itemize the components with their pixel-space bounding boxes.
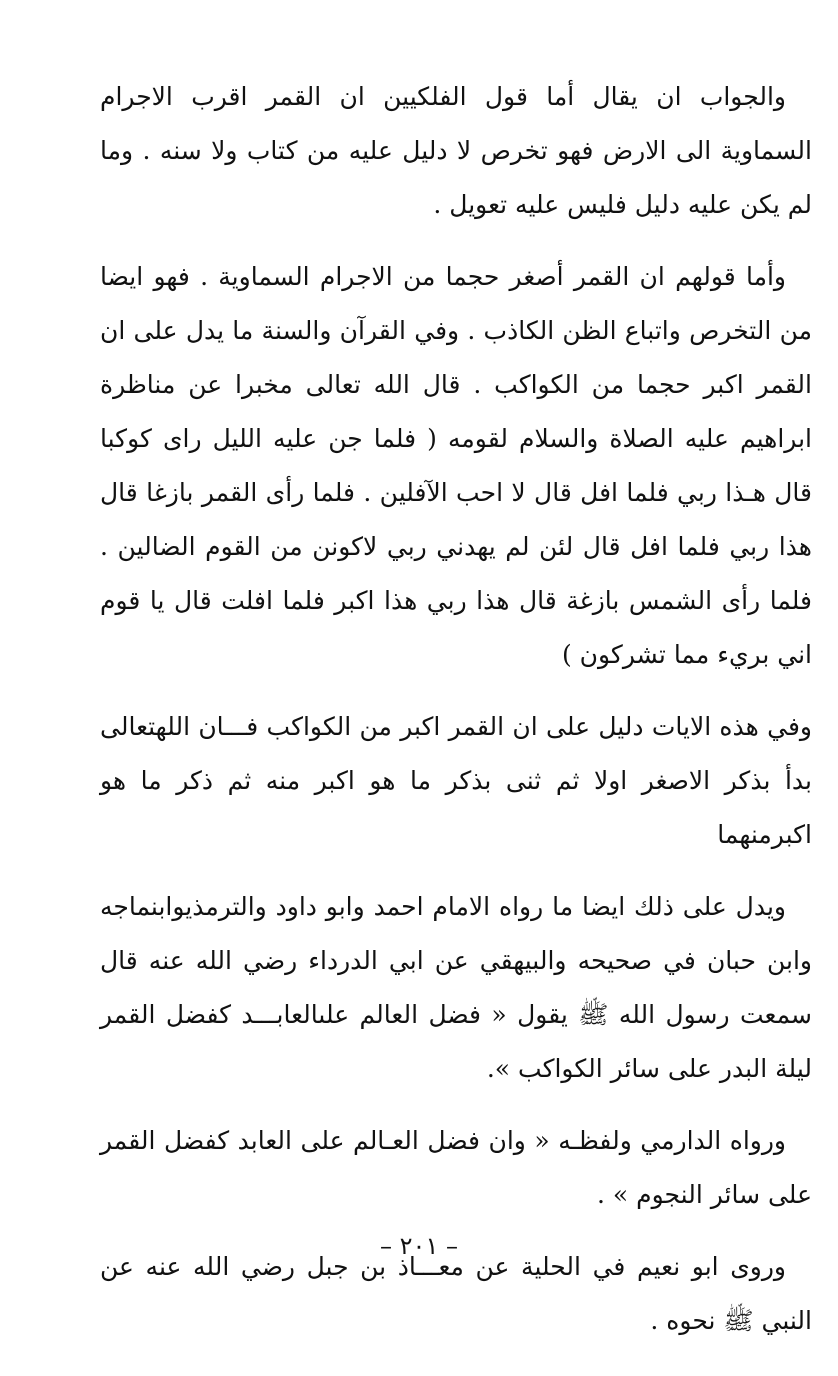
paragraph-hadith: ويدل على ذلك ايضا ما رواه الامام احمد وابو داود والترمذيوابنماجه وابن حبان في صحيحه والبيهقي عن ابي الدرداء رضي الله عنه قال سمعت رسول الله ﷺ يقول « فضل العالم علىالعابـــد كفضل القمر ليلة البدر على سائر الكواكب ».: [100, 892, 812, 1083]
paragraph-darimi: ورواه الدارمي ولفظـه « وان فضل العـالم على العابد كفضل القمر على سائر النجوم » .: [100, 1126, 812, 1209]
page-body: [100, 70, 812, 1348]
paragraph-abu-nuaim: وروى ابو نعيم في الحلية عن معـــاذ بن جبل رضي الله عنه عن النبي ﷺ نحوه .: [100, 1252, 812, 1335]
page-number: – ٢٠١ –: [380, 1232, 458, 1260]
paragraph-answer: والجواب ان يقال أما قول الفلكيين ان القمر اقرب الاجرام السماوية الى الارض فهو تخرص لا دليل عليه من كتاب ولا سنه . وما لم يكن عليه دليل فليس عليه تعويل .: [100, 82, 812, 219]
paragraph-verses-evidence: وفي هذه الايات دليل على ان القمر اكبر من الكواكب فـــان اللهتعالى بدأ بذكر الاصغر اولا ثم ثنى بذكر ما هو اكبر منه ثم ذكر ما هو اكبرمنهما: [100, 712, 812, 849]
paragraph-moon-size: وأما قولهم ان القمر أصغر حجما من الاجرام السماوية . فهو ايضا من التخرص واتباع الظن الكاذب . وفي القرآن والسنة ما يدل على ان القمر اكبر حجما من الكواكب . قال الله تعالى مخبرا عن مناظرة ابراهيم عليه الصلاة والسلام لقومه ( فلما جن عليه الليل راى كوكبا قال هـذا ربي فلما افل قال لا احب الآفلين . فلما رأى القمر بازغا قال هذا ربي فلما افل قال لئن لم يهدني ربي لاكونن من القوم الضالين . فلما رأى الشمس بازغة قال هذا ربي هذا اكبر فلما افلت قال يا قوم اني بريء مما تشركون ): [100, 262, 812, 669]
